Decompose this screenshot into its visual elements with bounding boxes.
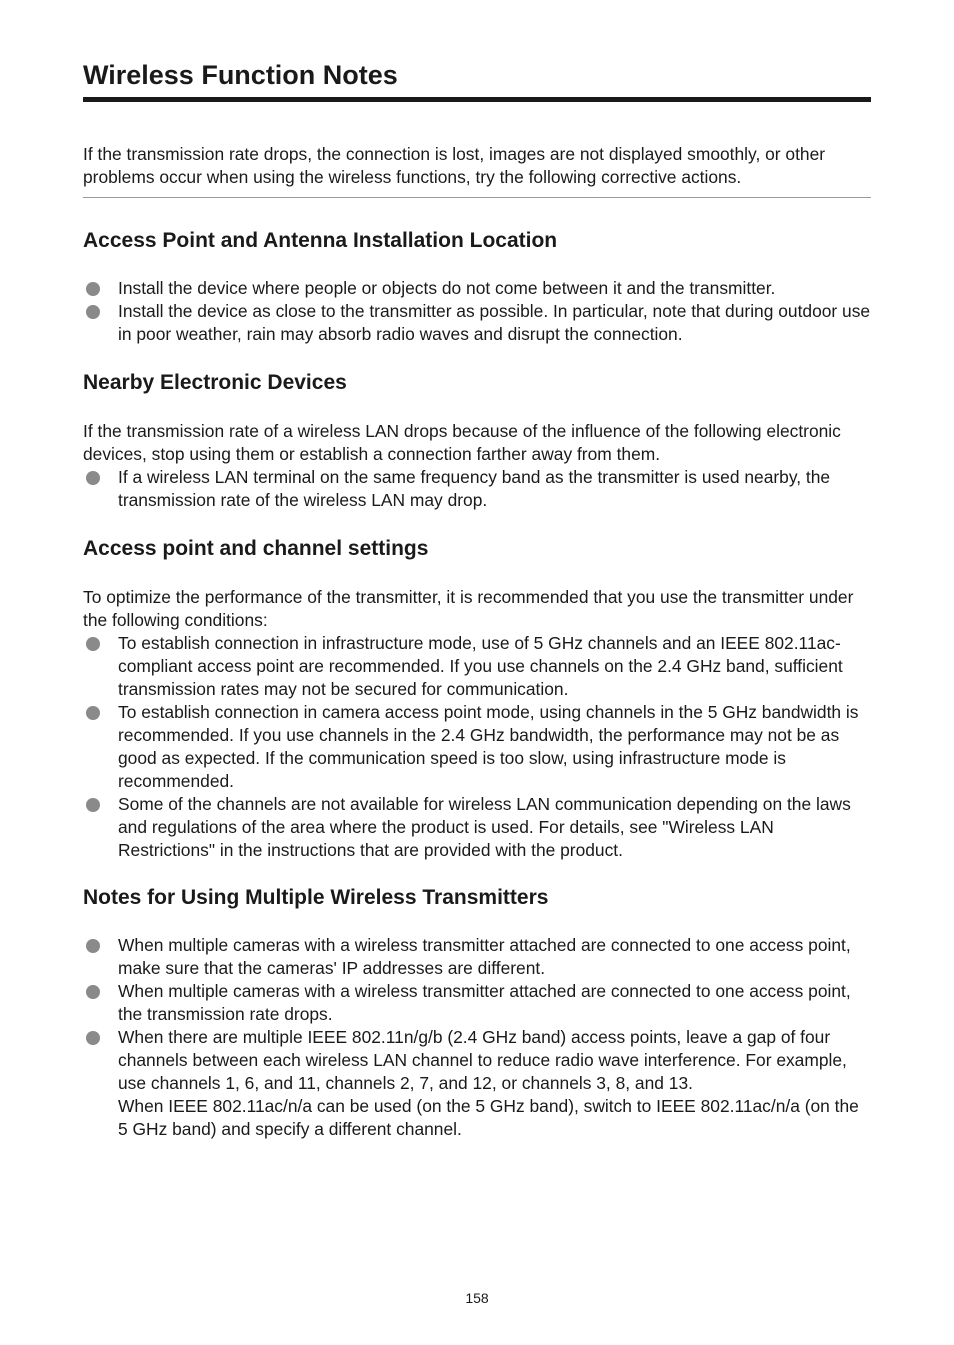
section-heading: Access point and channel settings bbox=[83, 537, 429, 560]
list-item: Install the device as close to the transmitter as possible. In particular, note that during outdoor use in poor weather, rain may absorb radio waves and disrupt the connection. bbox=[83, 300, 871, 346]
bullet-list bbox=[83, 934, 871, 1141]
section-channel-settings bbox=[83, 536, 871, 862]
list-item: If a wireless LAN terminal on the same frequency band as the transmitter is used nearby, the transmission rate of the wireless LAN may drop. bbox=[83, 466, 871, 512]
list-item: When multiple cameras with a wireless transmitter attached are connected to one access point, the transmission rate drops. bbox=[83, 980, 871, 1026]
section-heading: Nearby Electronic Devices bbox=[83, 371, 347, 394]
section-paragraph: If the transmission rate of a wireless LAN drops because of the influence of the following electronic devices, stop using them or establish a connection farther away from them. bbox=[83, 421, 841, 464]
bullet-list bbox=[83, 632, 871, 862]
list-item: When multiple cameras with a wireless transmitter attached are connected to one access point, make sure that the cameras' IP addresses are different. bbox=[83, 934, 871, 980]
page-title: Wireless Function Notes bbox=[83, 58, 871, 102]
intro-paragraph: If the transmission rate drops, the connection is lost, images are not displayed smoothly, or other problems occur when using the wireless functions, try the following corrective actions. bbox=[83, 143, 871, 198]
section-installation-location bbox=[83, 228, 871, 346]
list-item: To establish connection in infrastructure mode, use of 5 GHz channels and an IEEE 802.11ac-compliant access point are recommended. If you use channels on the 2.4 GHz band, sufficient transmission rates may not be secured for communication. bbox=[83, 632, 871, 701]
section-heading: Notes for Using Multiple Wireless Transmitters bbox=[83, 886, 549, 909]
page-content bbox=[83, 58, 871, 1141]
bullet-continuation: When IEEE 802.11ac/n/a can be used (on the 5 GHz band), switch to IEEE 802.11ac/n/a (on the 5 GHz band) and specify a different channel. bbox=[118, 1096, 859, 1139]
bullet-list bbox=[83, 466, 871, 512]
bullet-icon bbox=[86, 305, 100, 319]
bullet-icon bbox=[86, 471, 100, 485]
list-item: When there are multiple IEEE 802.11n/g/b (2.4 GHz band) access points, leave a gap of four channels between each wireless LAN channel to reduce radio wave interference. For example, use channels 1, 6, and 11, channels 2, 7, and 12, or channels 3, 8, and 13. When IEEE 802.11ac/n/a can be used (on the 5 GHz band), switch to IEEE 802.11ac/n/a (on the 5 GHz band) and specify a different channel. bbox=[83, 1026, 871, 1141]
bullet-icon bbox=[86, 985, 100, 999]
section-multiple-transmitters bbox=[83, 885, 871, 1141]
list-item: To establish connection in camera access point mode, using channels in the 5 GHz bandwidth is recommended. If you use channels in the 2.4 GHz bandwidth, the performance may not be as good as expected. If the communication speed is too slow, using infrastructure mode is recommended. bbox=[83, 701, 871, 793]
list-item: Some of the channels are not available for wireless LAN communication depending on the laws and regulations of the area where the product is used. For details, see "Wireless LAN Restrictions" in the instructions that are provided with the product. bbox=[83, 793, 871, 862]
section-nearby-devices bbox=[83, 370, 871, 512]
bullet-icon bbox=[86, 1031, 100, 1045]
bullet-icon bbox=[86, 798, 100, 812]
bullet-list bbox=[83, 277, 871, 346]
section-heading: Access Point and Antenna Installation Location bbox=[83, 229, 558, 252]
bullet-icon bbox=[86, 706, 100, 720]
bullet-icon bbox=[86, 637, 100, 651]
section-paragraph: To optimize the performance of the transmitter, it is recommended that you use the transmitter under the following conditions: bbox=[83, 587, 854, 630]
list-item: Install the device where people or objects do not come between it and the transmitter. bbox=[83, 277, 871, 300]
page-number: 158 bbox=[465, 1290, 489, 1306]
bullet-icon bbox=[86, 282, 100, 296]
bullet-icon bbox=[86, 939, 100, 953]
